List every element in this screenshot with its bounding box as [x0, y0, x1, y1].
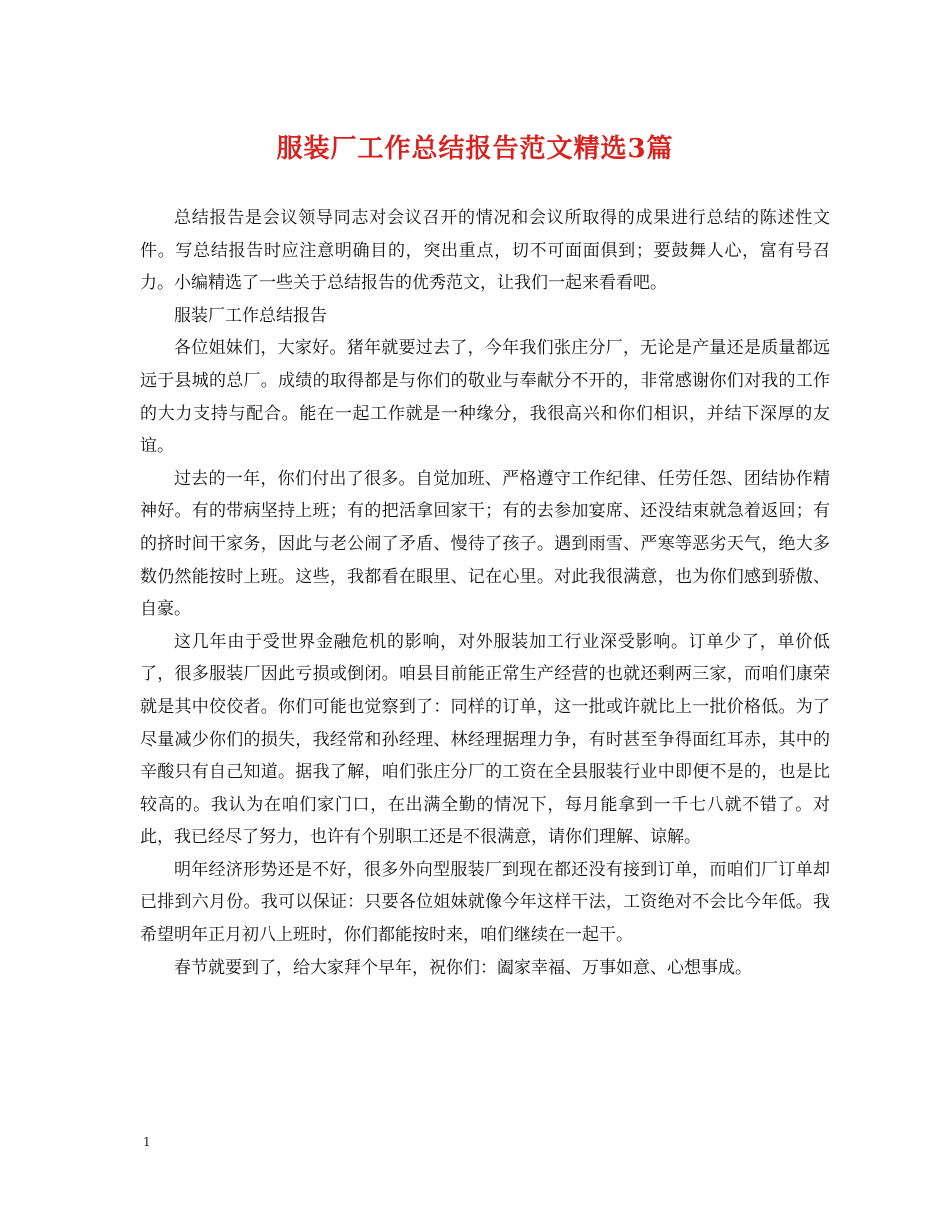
body-paragraph: 各位姐妹们，大家好。猪年就要过去了，今年我们张庄分厂，无论是产量还是质量都远远于县城的总厂。成绩的取得都是与你们的敬业与奉献分不开的，非常感谢你们对我的工作的大力支持与配合。能在一起工作就是一种缘分，我很高兴和你们相识，并结下深厚的友谊。 [140, 338, 830, 457]
document-title: 服装厂工作总结报告范文精选3篇 [276, 134, 674, 164]
document-body [140, 202, 830, 984]
body-paragraph: 这几年由于受世界金融危机的影响，对外服装加工行业深受影响。订单少了，单价低了，很多服装厂因此亏损或倒闭。咱县目前能正常生产经营的也就还剩两三家，而咱们康荣就是其中佼佼者。你们可能也觉察到了：同样的订单，这一批或许就比上一批价格低。为了尽量减少你们的损失，我经常和孙经理、林经理据理力争，有时甚至争得面红耳赤，其中的辛酸只有自己知道。据我了解，咱们张庄分厂的工资在全县服装行业中即便不是的，也是比较高的。我认为在咱们家门口，在出满全勤的情况下，每月能拿到一千七八就不错了。对此，我已经尽了努力，也许有个别职工还是不很满意，请你们理解、谅解。 [140, 631, 830, 848]
intro-paragraph: 总结报告是会议领导同志对会议召开的情况和会议所取得的成果进行总结的陈述性文件。写总结报告时应注意明确目的，突出重点，切不可面面俱到；要鼓舞人心，富有号召力。小编精选了一些关于总结报告的优秀范文，让我们一起来看看吧。 [140, 208, 830, 294]
body-paragraph: 明年经济形势还是不好，很多外向型服装厂到现在都还没有接到订单，而咱们厂订单却已排到六月份。我可以保证：只要各位姐妹就像今年这样干法，工资绝对不会比今年低。我希望明年正月初八上班时，你们都能按时来，咱们继续在一起干。 [140, 859, 830, 946]
page-number: 1 [143, 1135, 151, 1149]
body-paragraph: 过去的一年，你们付出了很多。自觉加班、严格遵守工作纪律、任劳任怨、团结协作精神好。有的带病坚持上班；有的把活拿回家干；有的去参加宴席、还没结束就急着返回；有的挤时间干家务，因此与老公闹了矛盾、慢待了孩子。遇到雨雪、严寒等恶劣天气，绝大多数仍然能按时上班。这些，我都看在眼里、记在心里。对此我很满意，也为你们感到骄傲、自豪。 [140, 468, 830, 620]
section-heading: 服装厂工作总结报告 [174, 305, 327, 326]
closing-paragraph: 春节就要到了，给大家拜个早年，祝你们：阖家幸福、万事如意、心想事成。 [174, 957, 752, 978]
